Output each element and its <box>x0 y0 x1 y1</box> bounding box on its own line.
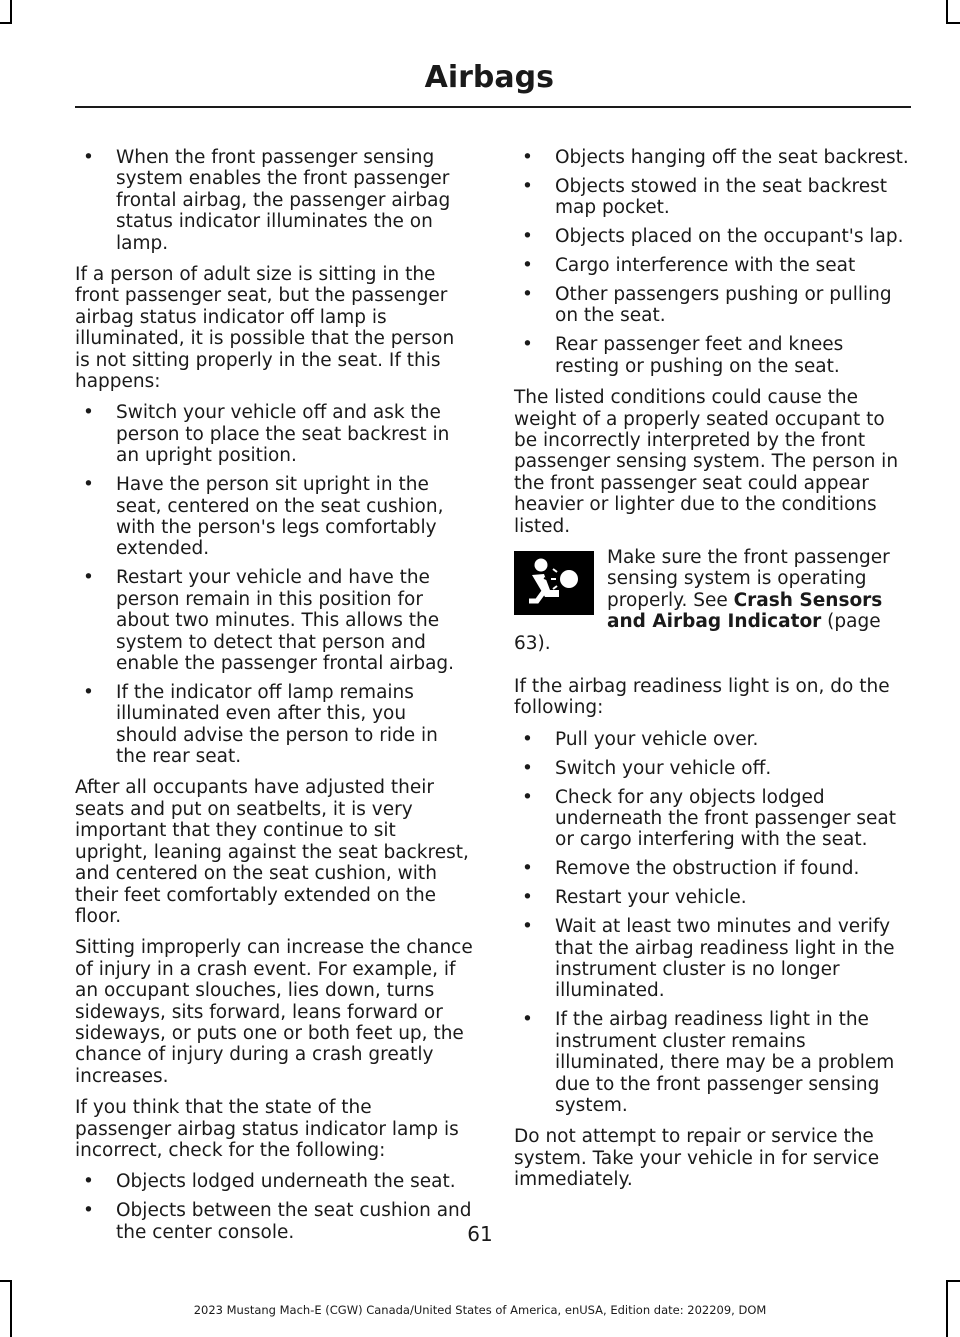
list-item: • Objects lodged underneath the seat. <box>75 1171 473 1192</box>
crop-mark <box>946 1280 960 1282</box>
list-item: • Objects hanging off the seat backrest. <box>514 147 911 168</box>
page-reference: (page 63). <box>514 611 881 654</box>
list-item: • Have the person sit upright in the seat, centered on the seat cushion, with the person's legs comfortably extended. <box>75 474 473 560</box>
paragraph: Sitting improperly can increase the chance of injury in a crash event. For example, if an occupant slouches, lies down, turns sideways, sits forward, leans forward or sideways, or puts one or both feet up, the chance of injury during a crash greatly increases. <box>75 937 473 1087</box>
airbag-warning-icon <box>514 551 594 615</box>
bullet-list <box>514 729 911 1117</box>
note-text: Make sure the front passenger sensing system is operating properly. See <box>607 547 890 611</box>
left-column <box>75 147 473 1253</box>
list-item: • Restart your vehicle and have the person remain in this position for about two minutes. This allows the system to detect that person and enable the passenger frontal airbag. <box>75 567 473 674</box>
list-item: • Objects stowed in the seat backrest map pocket. <box>514 176 911 219</box>
paragraph: If you think that the state of the passenger airbag status indicator lamp is incorrect, check for the following: <box>75 1097 459 1161</box>
list-item: • Objects placed on the occupant's lap. <box>514 226 911 247</box>
list-item: • Pull your vehicle over. <box>514 729 911 750</box>
list-item: • Objects between the seat cushion and the center console. <box>75 1200 473 1243</box>
paragraph: The listed conditions could cause the weight of a properly seated occupant to be incorrectly interpreted by the front passenger sensing system. The person in the front passenger seat could appear heavier or lighter due to the conditions listed. <box>514 387 899 537</box>
list-item: • Wait at least two minutes and verify that the airbag readiness light in the instrument cluster is no longer illuminated. <box>514 916 911 1002</box>
paragraph: Do not attempt to repair or service the system. Take your vehicle in for service immediately. <box>514 1126 880 1191</box>
list-item: • Cargo interference with the seat <box>514 255 911 276</box>
list-item: • If the airbag readiness light in the instrument cluster remains illuminated, there may be a problem due to the front passenger sensing system. <box>514 1009 911 1116</box>
crop-mark <box>946 0 948 24</box>
list-item: • When the front passenger sensing system enables the front passenger frontal airbag, the passenger airbag status indicator illuminates the on lamp. <box>75 147 473 254</box>
list-item: • Restart your vehicle. <box>514 887 911 908</box>
list-item: • If the indicator off lamp remains illuminated even after this, you should advise the person to ride in the rear seat. <box>75 682 473 768</box>
cross-reference-link[interactable]: Crash Sensors and Airbag Indicator <box>607 589 883 633</box>
list-item: • Other passengers pushing or pulling on the seat. <box>514 284 911 327</box>
paragraph: If a person of adult size is sitting in the front passenger seat, but the passenger airbag status indicator off lamp is illuminated, it is possible that the person is not sitting properly in the seat. If this happens: <box>75 264 455 393</box>
footer-text: 2023 Mustang Mach-E (CGW) Canada/United States of America, enUSA, Edition date: 202209, DOM <box>193 1303 767 1317</box>
list-item: • Remove the obstruction if found. <box>514 858 911 879</box>
airbag-note <box>514 547 911 654</box>
header-rule <box>75 106 911 108</box>
list-item: • Rear passenger feet and knees resting or pushing on the seat. <box>514 334 911 377</box>
crop-mark <box>946 22 960 24</box>
crop-mark <box>0 22 12 24</box>
list-item: • Switch your vehicle off and ask the person to place the seat backrest in an upright position. <box>75 402 473 466</box>
paragraph: After all occupants have adjusted their seats and put on seatbelts, it is very important that they continue to sit upright, leaning against the seat backrest, and centered on the seat cushion, with their feet comfortably extended on the floor. <box>75 777 469 927</box>
bullet-list <box>514 147 911 377</box>
right-column <box>514 147 911 1201</box>
list-item: • Check for any objects lodged underneath the front passenger seat or cargo interfering with the seat. <box>514 787 911 851</box>
page-number: 61 <box>467 1222 493 1246</box>
intro-list <box>75 147 473 254</box>
paragraph: If the airbag readiness light is on, do the following: <box>514 676 890 719</box>
list-item: • Switch your vehicle off. <box>514 758 911 779</box>
crop-mark <box>10 0 12 24</box>
bullet-list <box>75 402 473 767</box>
page-title: Airbags <box>424 60 554 95</box>
crop-mark <box>0 1280 12 1282</box>
